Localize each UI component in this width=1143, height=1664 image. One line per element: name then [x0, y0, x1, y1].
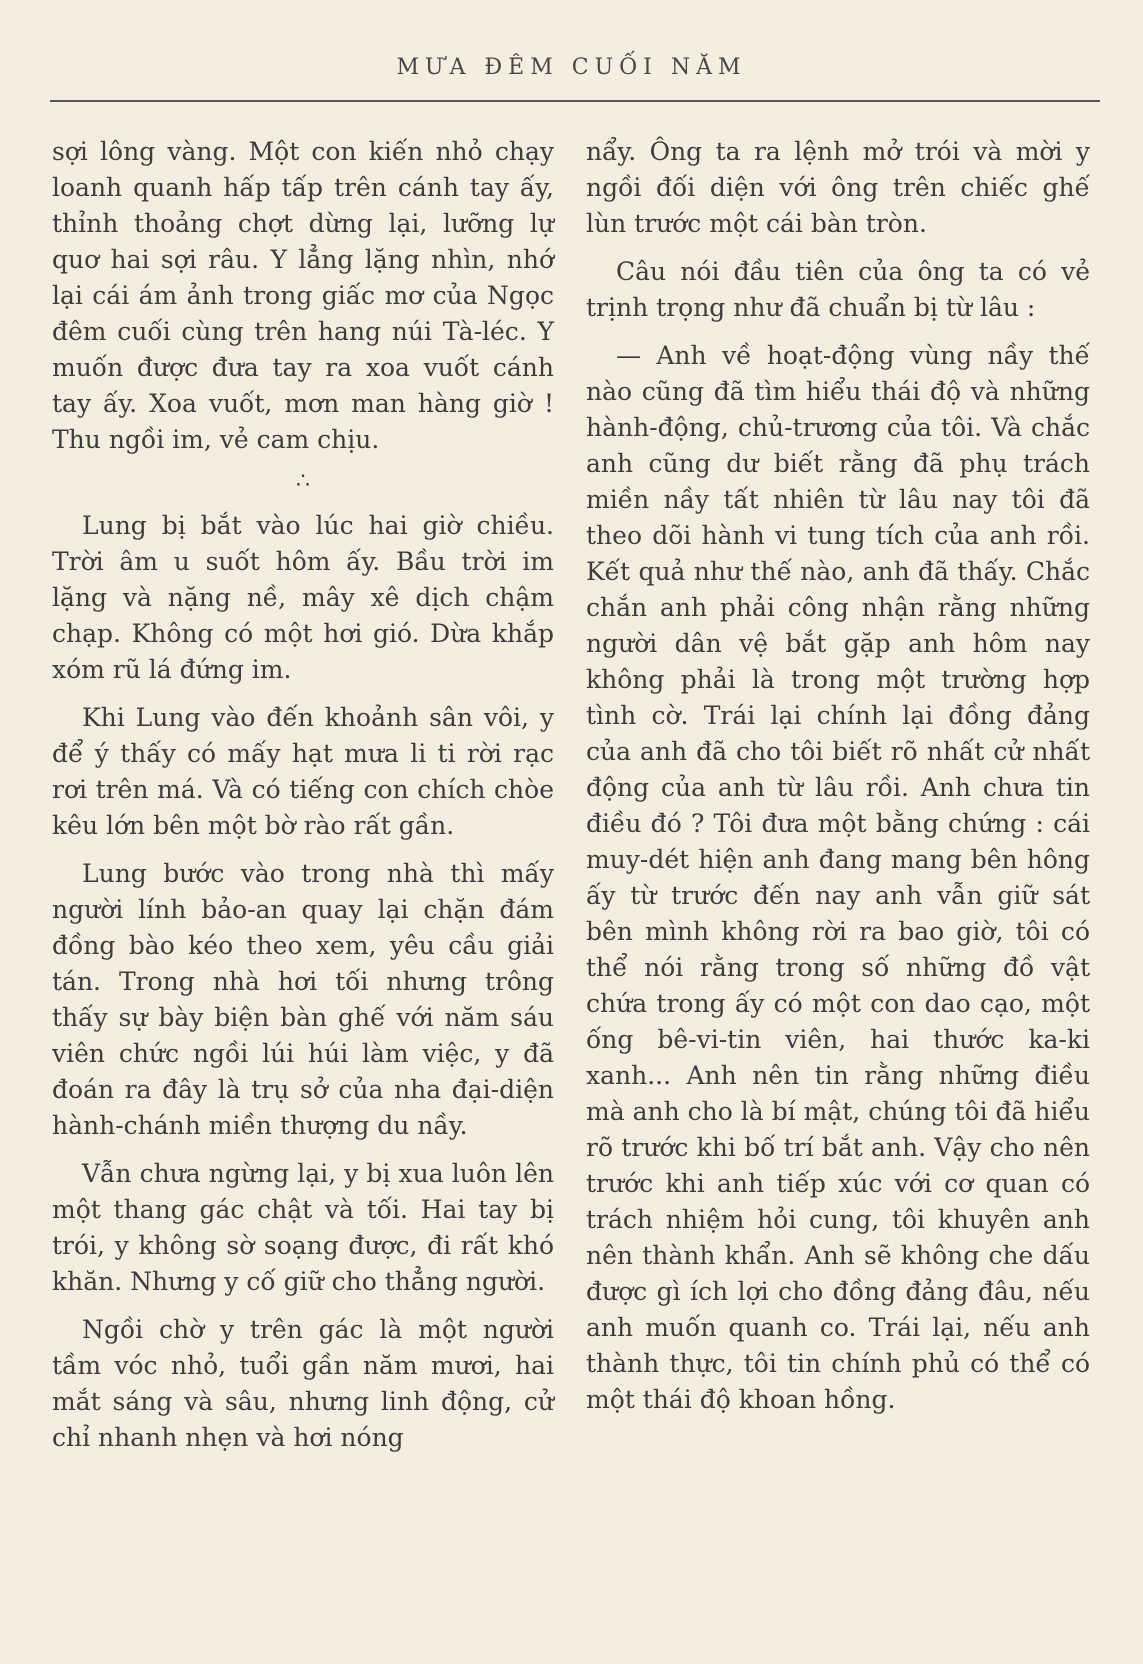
paragraph: Ngồi chờ y trên gác là một người tầm vóc nhỏ, tuổi gần năm mươi, hai mắt sáng và sâu, nhưng linh động, cử chỉ nhanh nhẹn và hơi nóng	[52, 1315, 554, 1452]
header-rule	[50, 100, 1100, 102]
paragraph: Câu nói đầu tiên của ông ta có vẻ trịnh trọng như đã chuẩn bị từ lâu :	[586, 257, 1090, 322]
paragraph: Lung bước vào trong nhà thì mấy người lính bảo-an quay lại chặn đám đồng bào kéo theo xem, yêu cầu giải tán. Trong nhà hơi tối nhưng trông thấy sự bày biện bàn ghế với năm sáu viên chức ngồi lúi húi làm việc, y đã đoán ra đây là trụ sở của nha đại-diện hành-chánh miền thượng du nầy.	[52, 859, 554, 1140]
paragraph: Lung bị bắt vào lúc hai giờ chiều. Trời âm u suốt hôm ấy. Bầu trời im lặng và nặng nề, mây xê dịch chậm chạp. Không có một hơi gió. Dừa khắp xóm rũ lá đứng im.	[52, 511, 554, 684]
dialogue-paragraph: — Anh về hoạt-động vùng nầy thế nào cũng đã tìm hiểu thái độ và những hành-động, chủ-trương của tôi. Và chắc anh cũng dư biết rằng đã phụ trách miền nầy tất nhiên từ lâu nay tôi đã theo dõi hành vi tung tích của anh rồi. Kết quả như thế nào, anh đã thấy. Chắc chắn anh phải công nhận rằng những người dân vệ bắt gặp anh hôm nay không phải là trong một trường hợp tình cờ. Trái lại chính lại đồng đảng của anh đã cho tôi biết rõ nhất cử nhất động của anh từ lâu rồi. Anh chưa tin điều đó ? Tôi đưa một bằng chứng : cái muy-dét hiện anh đang mang bên hông ấy từ trước đến nay anh vẫn giữ sát bên mình không rời ra bao giờ, tôi có thể nói rằng trong số những đồ vật chứa trong ấy có một con dao cạo, một ống bê-vi-tin viên, hai thước ka-ki xanh... Anh nên tin rằng những điều mà anh cho là bí mật, chúng tôi đã hiểu rõ trước khi bố trí bắt anh. Vậy cho nên trước khi anh tiếp xúc với cơ quan có trách nhiệm hỏi cung, tôi khuyên anh nên thành khẩn. Anh sẽ không che dấu được gì ích lợi cho đồng đảng đâu, nếu anh muốn quanh co. Trái lại, nếu anh thành thực, tôi tin chính phủ có thể có một thái độ khoan hồng.	[586, 341, 1090, 1414]
section-separator: ∴	[296, 469, 310, 494]
paragraph: Vẫn chưa ngừng lại, y bị xua luôn lên một thang gác chật và tối. Hai tay bị trói, y không sờ soạng được, đi rất khó khăn. Nhưng y cố giữ cho thẳng người.	[52, 1159, 554, 1296]
left-text-column	[52, 134, 554, 1468]
paragraph: Khi Lung vào đến khoảnh sân vôi, y để ý thấy có mấy hạt mưa li ti rời rạc rơi trên má. Và có tiếng con chích chòe kêu lớn bên một bờ rào rất gần.	[52, 703, 554, 840]
right-text-column	[586, 134, 1090, 1430]
paragraph: nẩy. Ông ta ra lệnh mở trói và mời y ngồi đối diện với ông trên chiếc ghế lùn trước một cái bàn tròn.	[586, 137, 1090, 238]
paragraph: sợi lông vàng. Một con kiến nhỏ chạy loanh quanh hấp tấp trên cánh tay ấy, thỉnh thoảng chợt dừng lại, lưỡng lự quơ hai sợi râu. Y lẳng lặng nhìn, nhớ lại cái ám ảnh trong giấc mơ của Ngọc đêm cuối cùng trên hang núi Tà-léc. Y muốn được đưa tay ra xoa vuốt cánh tay ấy. Xoa vuốt, mơn man hàng giờ ! Thu ngồi im, vẻ cam chịu.	[52, 137, 554, 454]
running-header: MƯA ĐÊM CUỐI NĂM	[396, 55, 747, 80]
